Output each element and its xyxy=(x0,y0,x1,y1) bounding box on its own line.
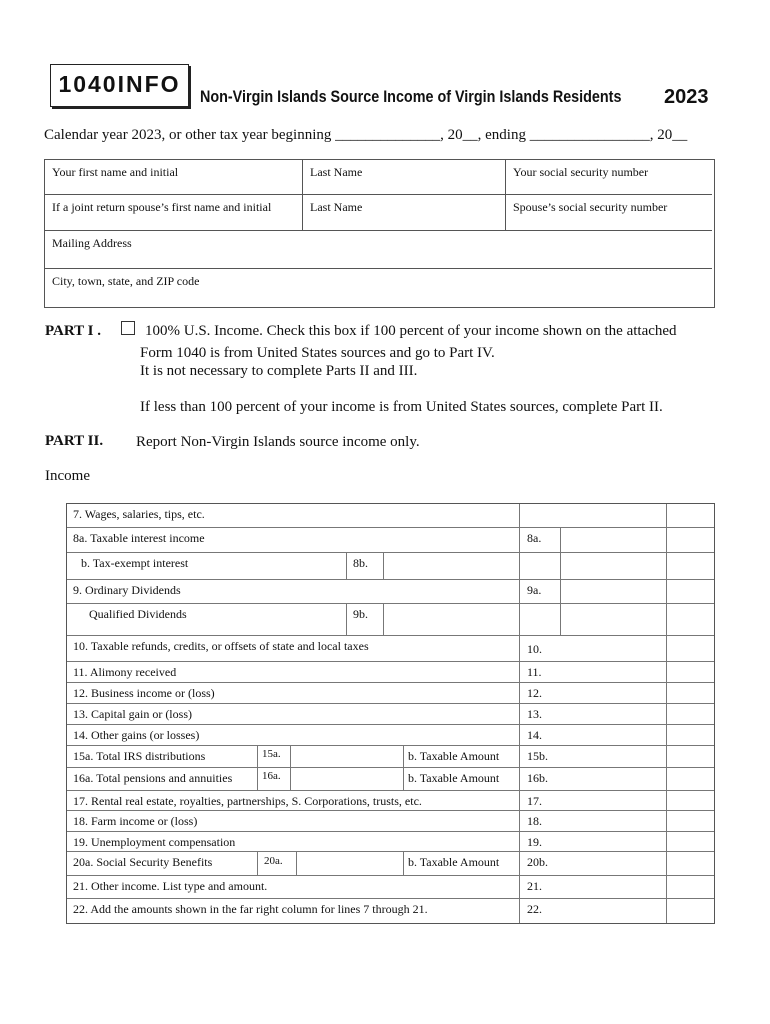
first-name-field[interactable] xyxy=(45,160,303,195)
line-7-amount[interactable] xyxy=(666,504,714,528)
spouse-ssn-label: Spouse’s social security number xyxy=(513,200,668,214)
line-22-number: 22. xyxy=(527,902,542,916)
last-name-label: Last Name xyxy=(310,165,363,179)
line-9a-number: 9a. xyxy=(527,583,542,597)
line-9a-amount[interactable] xyxy=(560,580,666,603)
line-16a-number-box xyxy=(257,768,290,790)
line-20a-label: 20a. Social Security Benefits xyxy=(73,855,213,869)
line-7-label: 7. Wages, salaries, tips, etc. xyxy=(73,507,205,521)
city-state-zip-field[interactable] xyxy=(45,269,712,305)
line-11-number: 11. xyxy=(527,665,542,679)
line-10-number: 10. xyxy=(527,642,542,656)
line-15-row xyxy=(67,746,714,768)
line-9b-side-cell xyxy=(560,604,666,635)
mailing-address-field[interactable] xyxy=(45,231,712,269)
line-9b-label: Qualified Dividends xyxy=(89,607,187,621)
income-heading: Income xyxy=(45,468,90,484)
line-9-label: 9. Ordinary Dividends xyxy=(73,583,181,597)
line-8a-label: 8a. Taxable interest income xyxy=(73,531,205,545)
line-16b-number: 16b. xyxy=(527,771,548,785)
line-8b-number-box xyxy=(346,553,383,579)
line-9b-number: 9b. xyxy=(353,607,368,621)
line-15a-label: 15a. Total IRS distributions xyxy=(73,749,206,763)
calendar-year-line[interactable]: Calendar year 2023, or other tax year beginning ______________, 20__, ending ________________, 20__ xyxy=(44,127,688,143)
line-18-label: 18. Farm income or (loss) xyxy=(73,814,198,828)
us-income-checkbox[interactable] xyxy=(121,321,135,335)
line-16a-number: 16a. xyxy=(262,770,281,782)
line-15b-label: b. Taxable Amount xyxy=(408,749,500,763)
line-14-number: 14. xyxy=(527,728,542,742)
ssn-field[interactable] xyxy=(506,160,712,195)
line-20b-number: 20b. xyxy=(527,855,548,869)
line-20b-label: b. Taxable Amount xyxy=(408,855,500,869)
line-13-number: 13. xyxy=(527,707,542,721)
line-9a-row xyxy=(67,580,714,604)
part-1-line-1: 100% U.S. Income. Check this box if 100 percent of your income shown on the attached xyxy=(145,323,677,339)
line-8a-number: 8a. xyxy=(527,531,542,545)
line-17-row xyxy=(67,791,714,811)
form-year: 2023 xyxy=(664,86,709,108)
line-15a-amount[interactable] xyxy=(290,746,403,767)
line-13-label: 13. Capital gain or (loss) xyxy=(73,707,192,721)
line-20b-label-box xyxy=(403,852,519,875)
line-8b-number: 8b. xyxy=(353,556,368,570)
mailing-address-label: Mailing Address xyxy=(52,236,132,250)
line-10-amount[interactable] xyxy=(666,636,714,661)
line-18-row xyxy=(67,811,714,832)
line-16a-amount[interactable] xyxy=(290,768,403,790)
line-21-row xyxy=(67,876,714,899)
line-12-number: 12. xyxy=(527,686,542,700)
line-17-label: 17. Rental real estate, royalties, partnerships, S. Corporations, trusts, etc. xyxy=(73,794,422,808)
line-8b-label: b. Tax-exempt interest xyxy=(81,556,189,570)
line-22-row xyxy=(67,899,714,923)
line-19-number: 19. xyxy=(527,835,542,849)
line-15a-number-box xyxy=(257,746,290,767)
line-14-row xyxy=(67,725,714,746)
line-9b-amount[interactable] xyxy=(383,604,519,635)
first-name-label: Your first name and initial xyxy=(52,165,179,179)
line-12-label: 12. Business income or (loss) xyxy=(73,686,215,700)
line-8a-amount[interactable] xyxy=(560,528,666,552)
line-14-label: 14. Other gains (or losses) xyxy=(73,728,200,742)
line-20a-amount[interactable] xyxy=(296,852,403,875)
line-7-row xyxy=(67,504,714,528)
part-1-label: PART I . xyxy=(45,323,102,339)
spouse-last-name-label: Last Name xyxy=(310,200,363,214)
line-11-label: 11. Alimony received xyxy=(73,665,177,679)
line-15b-label-box xyxy=(403,746,519,767)
line-15a-number: 15a. xyxy=(262,748,281,760)
line-16-row xyxy=(67,768,714,791)
line-20-row xyxy=(67,852,714,876)
ssn-label: Your social security number xyxy=(513,165,649,179)
line-19-label: 19. Unemployment compensation xyxy=(73,835,236,849)
part-1-line-2: Form 1040 is from United States sources and go to Part IV. xyxy=(140,345,495,361)
part-2-text: Report Non-Virgin Islands source income only. xyxy=(136,434,420,450)
line-19-row xyxy=(67,832,714,852)
line-13-row xyxy=(67,704,714,725)
part-1-line-4: If less than 100 percent of your income is from United States sources, complete Part II. xyxy=(140,399,663,415)
line-9b-number-box xyxy=(346,604,383,635)
line-20a-number: 20a. xyxy=(264,855,283,867)
line-16b-label: b. Taxable Amount xyxy=(408,771,500,785)
last-name-field[interactable] xyxy=(303,160,506,195)
line-11-row xyxy=(67,662,714,683)
line-12-row xyxy=(67,683,714,704)
line-8b-side-cell xyxy=(560,553,666,579)
spouse-ssn-field[interactable] xyxy=(506,195,712,231)
line-21-number: 21. xyxy=(527,879,542,893)
line-21-label: 21. Other income. List type and amount. xyxy=(73,879,268,893)
line-8b-amount[interactable] xyxy=(383,553,519,579)
spouse-first-name-field[interactable] xyxy=(45,195,303,231)
line-18-number: 18. xyxy=(527,814,542,828)
spouse-first-name-label: If a joint return spouse’s first name and initial xyxy=(52,200,272,214)
line-10-row xyxy=(67,636,714,662)
line-22-label: 22. Add the amounts shown in the far right column for lines 7 through 21. xyxy=(73,902,428,916)
line-15b-number: 15b. xyxy=(527,749,548,763)
income-table xyxy=(66,503,715,924)
form-id: 1040INFO xyxy=(58,71,181,97)
spouse-last-name-field[interactable] xyxy=(303,195,506,231)
line-9b-row xyxy=(67,604,714,636)
line-8b-row xyxy=(67,553,714,580)
line-10-label: 10. Taxable refunds, credits, or offsets of state and local taxes xyxy=(73,639,369,653)
identification-table xyxy=(44,159,715,308)
line-16a-label: 16a. Total pensions and annuities xyxy=(73,771,233,785)
form-id-box xyxy=(50,64,189,107)
form-title: Non-Virgin Islands Source Income of Virgin Islands Residents xyxy=(200,88,622,106)
part-1-line-3: It is not necessary to complete Parts II and III. xyxy=(140,363,418,379)
line-20a-number-box xyxy=(257,852,296,875)
part-2-label: PART II. xyxy=(45,433,104,449)
line-8a-row xyxy=(67,528,714,553)
line-17-number: 17. xyxy=(527,794,542,808)
income-totals-column[interactable] xyxy=(666,662,714,923)
city-state-zip-label: City, town, state, and ZIP code xyxy=(52,274,200,288)
line-16b-label-box xyxy=(403,768,519,790)
